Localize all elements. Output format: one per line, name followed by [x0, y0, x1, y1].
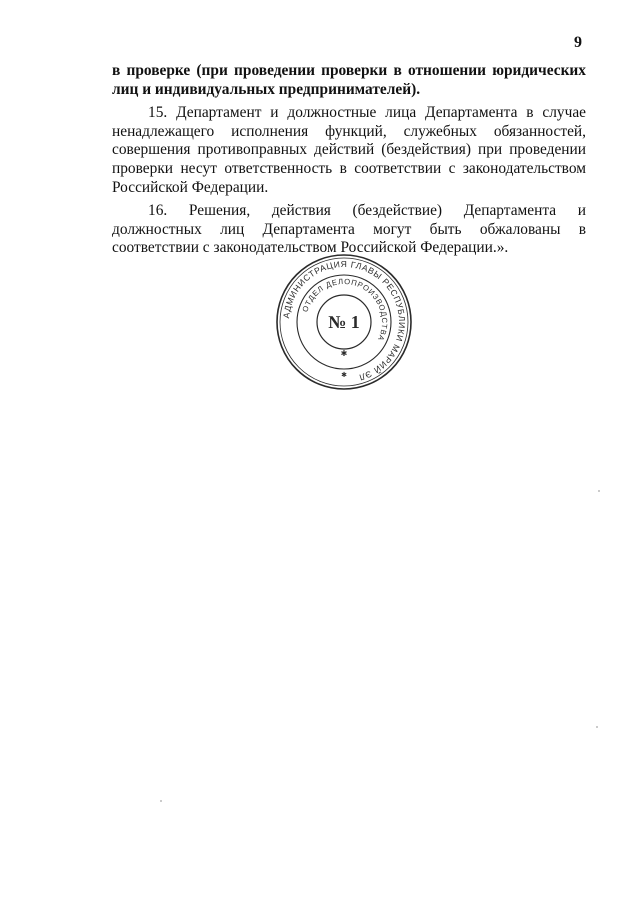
paragraph-15: 15. Департамент и должностные лица Департамента в случае ненадлежащего исполнения функций, служебных обязанностей, совершения противоправных действий (бездействия) при проведении проверки несут ответственность в соответствии с законодательством Российской Федерации.	[112, 104, 586, 196]
scan-speck	[598, 490, 600, 492]
seal-inner-text: ОТДЕЛ ДЕЛОПРОИЗВОДСТВА	[300, 276, 390, 343]
paragraph-16: 16. Решения, действия (бездействие) Департамента и должностных лиц Департамента могут быть обжалованы в соответствии с законодательством Российской Федерации.».	[112, 202, 586, 257]
seal-outer-text: АДМИНИСТРАЦИЯ ГЛАВЫ РЕСПУБЛИКИ МАРИЙ ЭЛ	[281, 258, 408, 383]
scan-speck	[596, 726, 598, 728]
seal-star-inner-icon: ✱	[340, 349, 348, 358]
paragraph-continuation: в проверке (при проведении проверки в отношении юридических лиц и индивидуальных предпринимателей).	[112, 62, 586, 98]
seal-star-outer-icon: ✱	[341, 372, 347, 379]
page-number: 9	[574, 34, 582, 51]
scan-speck	[160, 800, 162, 802]
document-body	[112, 62, 586, 263]
seal-number: № 1	[328, 312, 360, 332]
official-seal-stamp	[274, 252, 414, 392]
